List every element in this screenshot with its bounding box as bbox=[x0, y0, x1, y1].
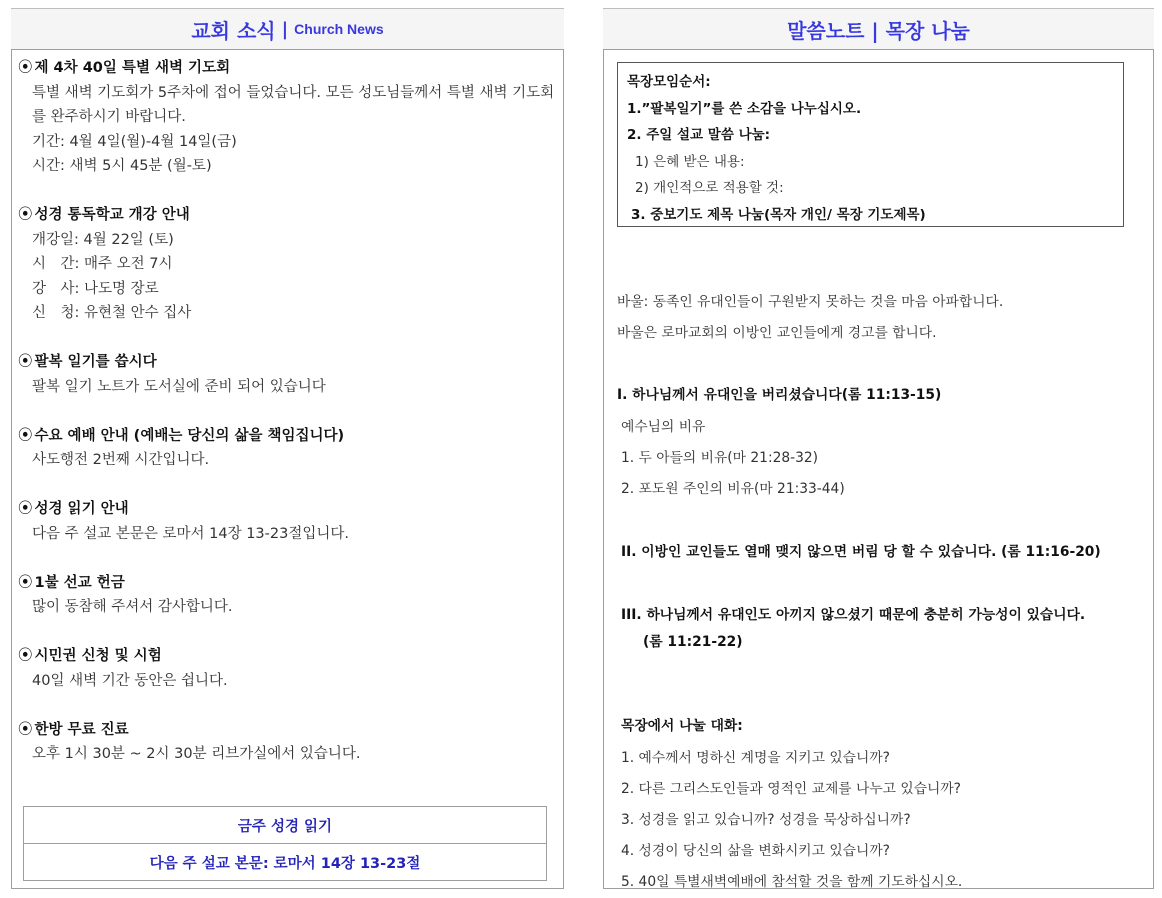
news-item-line: 사도행전 2번째 시간입니다. bbox=[32, 452, 210, 468]
news-item-clinic bbox=[18, 718, 563, 767]
discussion-question: 3. 성경을 읽고 있습니까? 성경을 묵상하십니까? bbox=[621, 812, 911, 828]
discussion-question: 4. 성경이 당신의 삶을 변화시키고 있습니까? bbox=[621, 843, 890, 859]
church-news-box bbox=[11, 49, 564, 889]
discussion-question: 2. 다른 그리스도인들과 영적인 교제를 나누고 있습니까? bbox=[621, 781, 962, 797]
sermon-point-2: II. 이방인 교인들도 열매 맺지 않으면 버림 당 할 수 있습니다. (롬 11:16-20) bbox=[621, 544, 1101, 560]
church-news-header bbox=[11, 8, 564, 49]
news-item-line: 특별 새벽 기도회가 5주차에 접어 들었습니다. 모든 성도님들께서 특별 새벽 기도회 bbox=[32, 84, 555, 101]
bullet-icon: ⦿ bbox=[18, 721, 33, 738]
sermon-point-1: I. 하나님께서 유대인을 버리셨습니다(롬 11:13-15) bbox=[617, 387, 942, 403]
title-separator: | bbox=[281, 18, 289, 40]
meeting-order-box bbox=[617, 62, 1124, 227]
school-row: 시 간: 매주 오전 7시 bbox=[32, 256, 173, 272]
meeting-order-title: 목장모임순서: bbox=[627, 74, 711, 90]
news-item-line: 팔복 일기 노트가 도서실에 준비 되어 있습니다 bbox=[32, 378, 326, 395]
bullet-icon: ⦿ bbox=[18, 648, 33, 664]
meeting-order-step: 1.”팔복일기”를 쓴 소감을 나누십시오. bbox=[627, 100, 862, 117]
school-row: 개강일: 4월 22일 (토) bbox=[32, 231, 174, 248]
meeting-order-substep: 1) 은혜 받은 내용: bbox=[635, 153, 745, 170]
news-item-title: 한방 무료 진료 bbox=[34, 721, 129, 738]
news-item-diary bbox=[18, 350, 563, 399]
news-item-citizenship bbox=[18, 644, 563, 693]
news-item-title: 수요 예배 안내 (예배는 당신의 삶을 책임집니다) bbox=[34, 427, 345, 444]
sermon-point-3-ref: (롬 11:21-22) bbox=[643, 634, 743, 650]
meeting-order-substep: 2) 개인적으로 적용할 것: bbox=[635, 180, 784, 196]
news-item-line: 시간: 새벽 5시 45분 (월-토) bbox=[32, 158, 212, 174]
news-item-title: 성경 읽기 안내 bbox=[34, 501, 129, 517]
news-item-dawn-prayer bbox=[18, 56, 563, 179]
sermon-note-header bbox=[603, 8, 1154, 49]
discussion-question: 1. 예수께서 명하신 계명을 지키고 있습니까? bbox=[621, 750, 890, 766]
news-item-mission-offering bbox=[18, 571, 563, 620]
weekly-reading-title: 금주 성경 읽기 bbox=[24, 807, 546, 844]
sermon-point-1-item: 1. 두 아들의 비유(마 21:28-32) bbox=[621, 450, 819, 466]
sermon-note-title: 말씀노트 | 목장 나눔 bbox=[787, 18, 970, 43]
sermon-intro: 바울은 로마교회의 이방인 교인들에게 경고를 합니다. bbox=[617, 325, 937, 341]
discussion-question: 5. 40일 특별새벽예배에 참석할 것을 함께 기도하십시오. bbox=[621, 874, 963, 890]
sermon-point-1-sub: 예수님의 비유 bbox=[621, 419, 706, 435]
news-item-line: 기간: 4월 4일(월)-4월 14일(금) bbox=[32, 133, 237, 150]
news-item-title: 제 4차 40일 특별 새벽 기도회 bbox=[34, 60, 231, 76]
school-row: 신 청: 유현철 안수 집사 bbox=[32, 305, 192, 321]
sermon-intro: 바울: 동족인 유대인들이 구원받지 못하는 것을 마음 아파합니다. bbox=[617, 294, 1004, 310]
school-row: 강 사: 나도명 장로 bbox=[32, 280, 159, 297]
bullet-icon: ⦿ bbox=[18, 60, 33, 76]
bullet-icon: ⦿ bbox=[18, 501, 33, 517]
bullet-icon: ⦿ bbox=[18, 354, 33, 370]
news-item-title: 1불 선교 헌금 bbox=[34, 574, 125, 591]
news-item-line: 40일 새벽 기간 동안은 쉽니다. bbox=[32, 672, 228, 689]
church-news-subtitle: Church News bbox=[294, 21, 384, 37]
news-item-line: 많이 동참해 주셔서 감사합니다. bbox=[32, 599, 233, 615]
news-item-title: 시민권 신청 및 시험 bbox=[34, 648, 162, 664]
sermon-point-3: III. 하나님께서 유대인도 아끼지 않으셨기 때문에 충분히 가능성이 있습니다. bbox=[621, 607, 1086, 623]
news-item-title: 팔복 일기를 씁시다 bbox=[34, 354, 157, 370]
bullet-icon: ⦿ bbox=[18, 574, 33, 591]
news-item-line: 다음 주 설교 본문은 로마서 14장 13-23절입니다. bbox=[32, 525, 349, 542]
news-item-line: 오후 1시 30분 ~ 2시 30분 리브가실에서 있습니다. bbox=[32, 746, 361, 762]
weekly-reading-box bbox=[23, 806, 547, 881]
news-item-line: 를 완주하시기 바랍니다. bbox=[32, 109, 186, 125]
news-item-bible-reading bbox=[18, 497, 563, 546]
news-item-wednesday bbox=[18, 424, 563, 473]
meeting-order-step: 2. 주일 설교 말씀 나눔: bbox=[627, 127, 771, 143]
meeting-order-step: 3. 중보기도 제목 나눔(목자 개인/ 목장 기도제목) bbox=[631, 206, 926, 223]
sermon-note-box bbox=[603, 49, 1154, 889]
church-news-panel bbox=[11, 8, 564, 889]
church-news-title: 교회 소식 bbox=[191, 18, 276, 43]
sermon-point-1-item: 2. 포도원 주인의 비유(마 21:33-44) bbox=[621, 481, 845, 497]
sermon-note-panel bbox=[603, 8, 1154, 889]
news-item-bible-school bbox=[18, 203, 563, 326]
discussion-title: 목장에서 나눌 대화: bbox=[621, 718, 743, 734]
bullet-icon: ⦿ bbox=[18, 427, 33, 444]
weekly-reading-text: 다음 주 설교 본문: 로마서 14장 13-23절 bbox=[149, 855, 421, 872]
bullet-icon: ⦿ bbox=[18, 207, 33, 223]
news-item-title: 성경 통독학교 개강 안내 bbox=[34, 207, 190, 223]
